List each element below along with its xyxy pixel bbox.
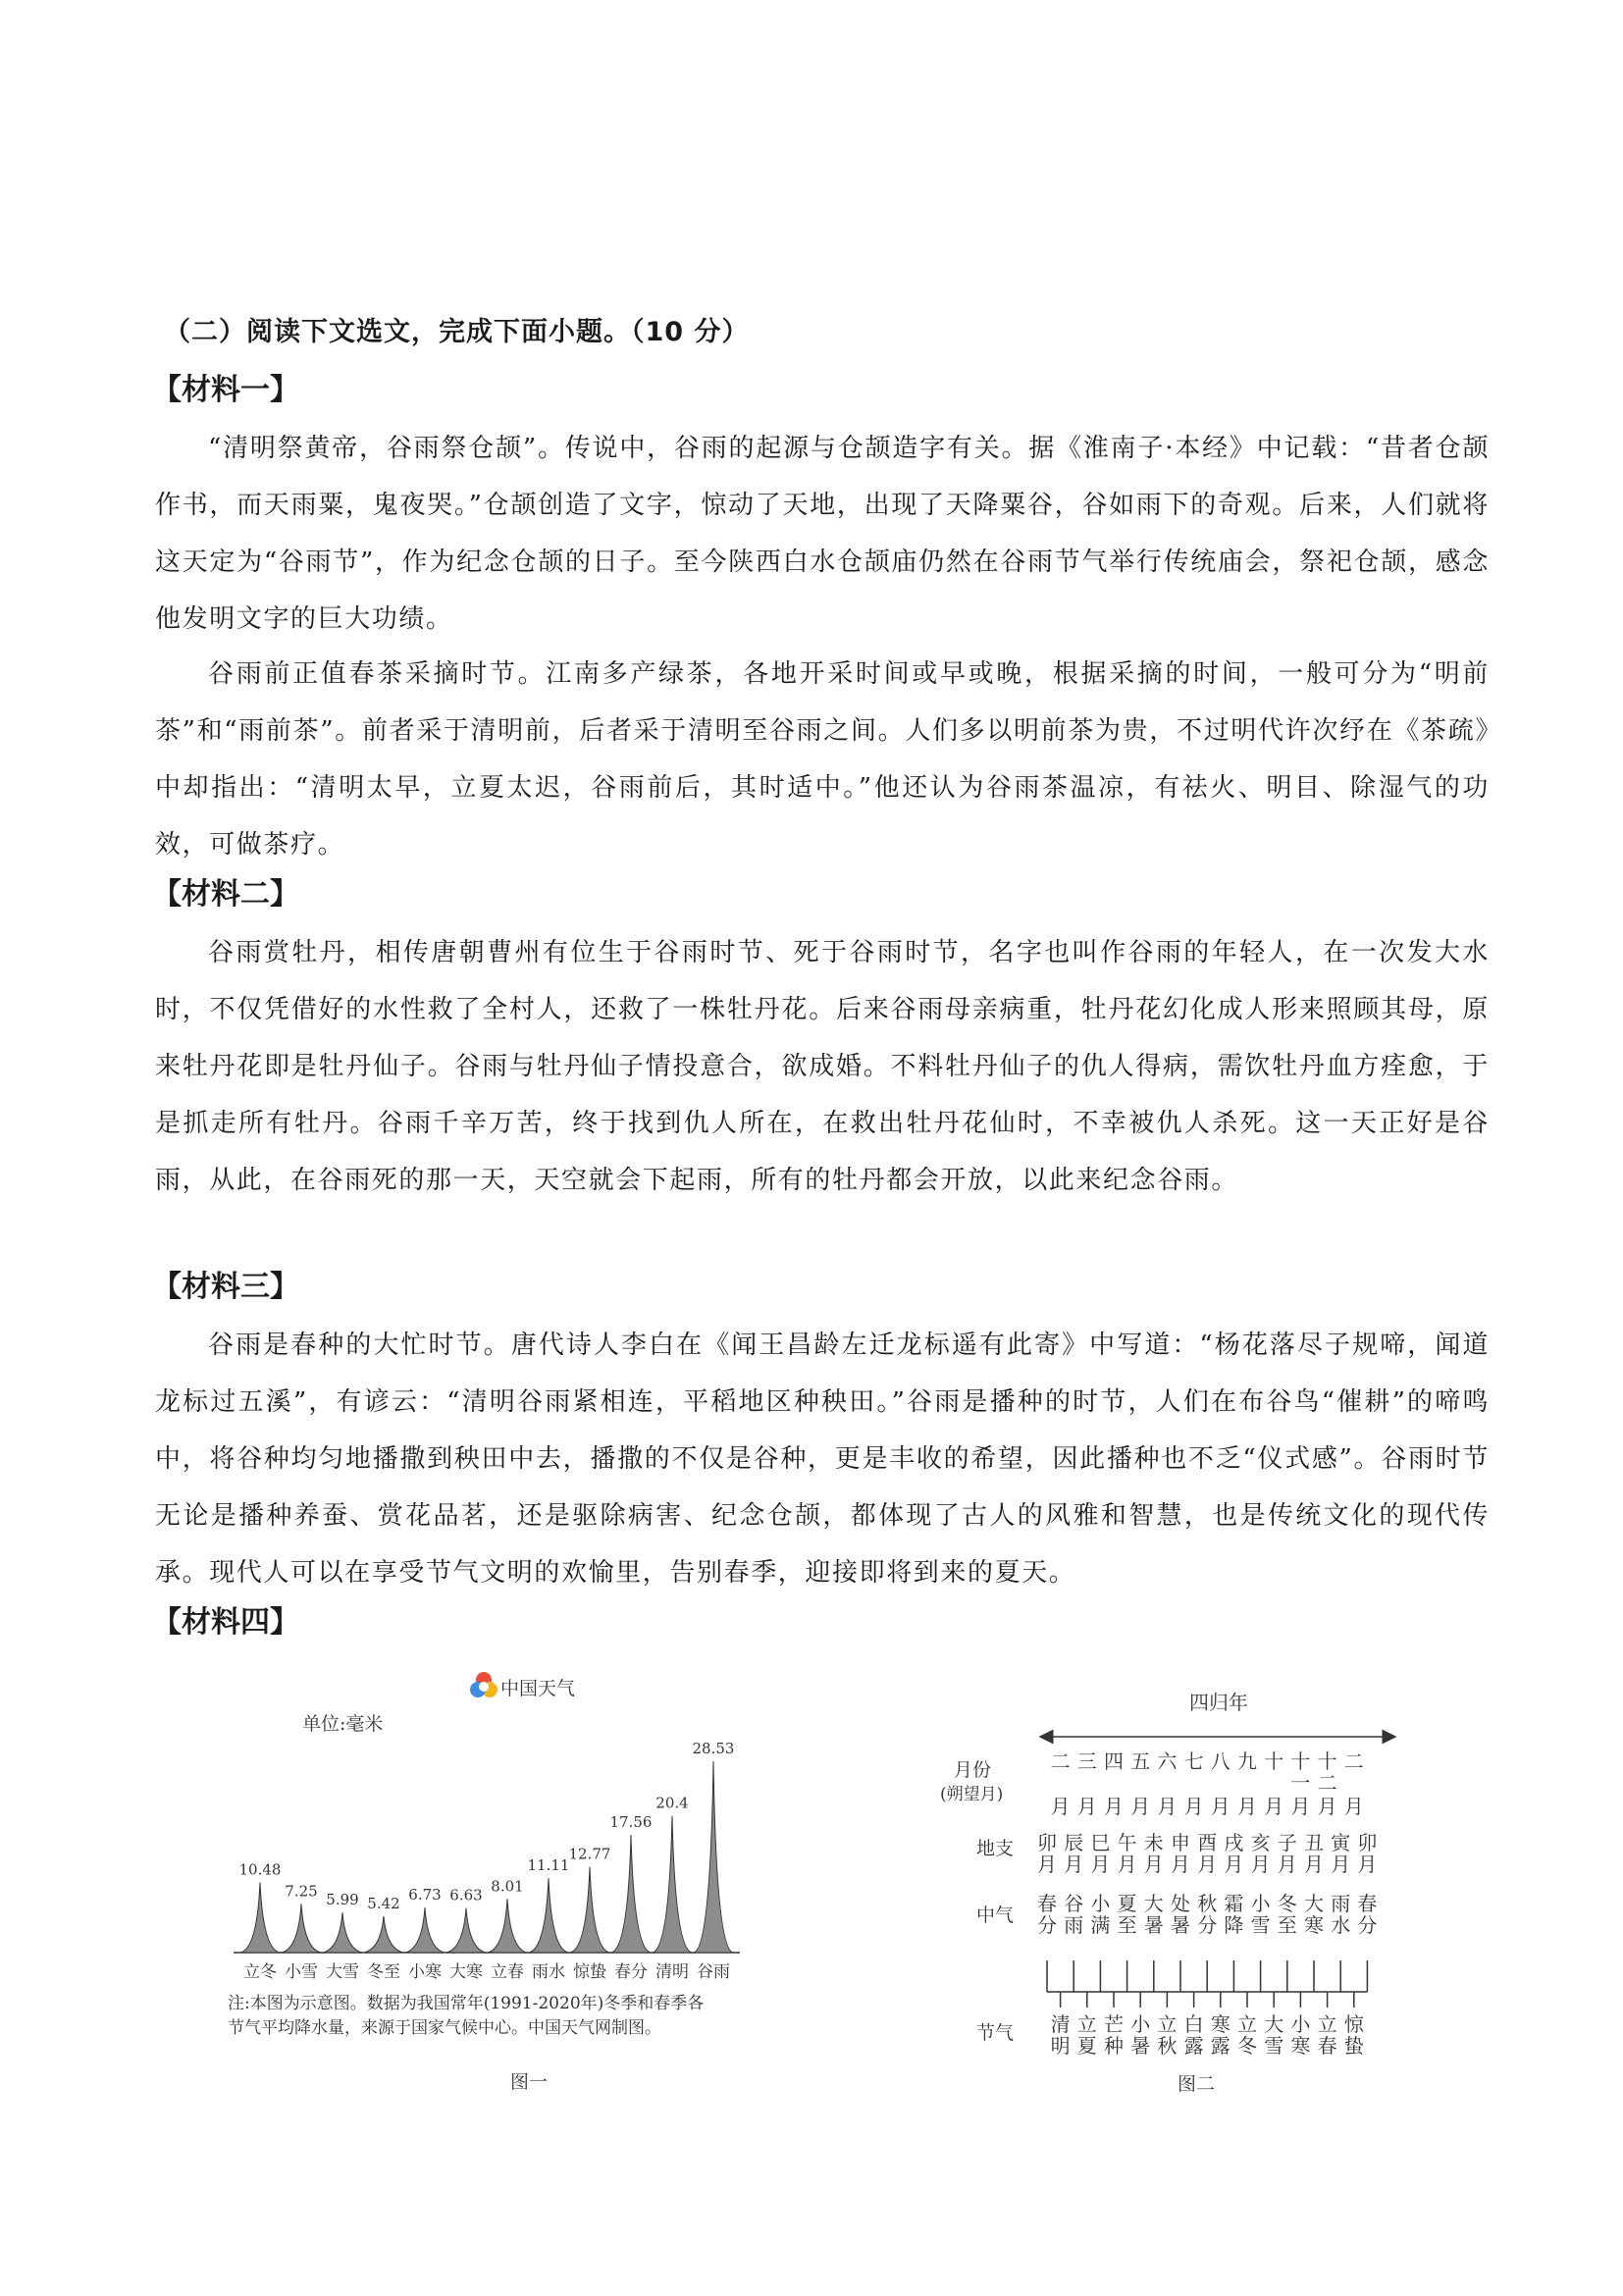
dizhi-suffix: 月 (1171, 1852, 1190, 1876)
zhongqi-char-bottom: 寒 (1304, 1913, 1324, 1937)
dizhi-char: 未 (1143, 1831, 1164, 1854)
dizhi-suffix: 月 (1357, 1852, 1378, 1876)
month-suffix: 月 (1210, 1795, 1230, 1818)
data-label: 6.63 (449, 1886, 483, 1905)
month-suffix: 月 (1076, 1795, 1097, 1818)
zhongqi-char-top: 春 (1357, 1892, 1378, 1915)
month-number: 四 (1104, 1749, 1124, 1773)
month-suffix: 月 (1264, 1795, 1284, 1818)
category-label: 小寒 (408, 1962, 442, 1982)
category-label: 立冬 (243, 1962, 277, 1982)
month-number: 七 (1183, 1749, 1204, 1773)
zhongqi-char-bottom: 至 (1277, 1913, 1297, 1937)
dizhi-char: 卯 (1037, 1831, 1057, 1854)
material-1-paragraph-2: 谷雨前正值春茶采摘时节。江南多产绿茶，各地开采时间或早或晚，根据采摘的时间，一般可分为“明前茶”和“雨前茶”。前者采于清明前，后者采于清明至谷雨之间。人们多以明前茶为贵，不过明代许次纾在《茶疏》中却指出：“清明太早，立夏太迟，谷雨前后，其时适中。”他还认为谷雨茶温凉，有祛火、明目、除湿气的功效，可做茶疗。 (155, 659, 1490, 860)
figure-1-precipitation-chart (226, 1658, 854, 2110)
zhongqi-char-top: 小 (1250, 1892, 1271, 1915)
month-suffix: 月 (1290, 1795, 1311, 1818)
zhongqi-char-top: 小 (1090, 1892, 1111, 1915)
jieqi-char-top: 大 (1264, 2012, 1284, 2036)
data-label: 20.4 (655, 1794, 689, 1812)
jieqi-char-bottom: 寒 (1290, 2034, 1311, 2058)
jieqi-char-bottom: 春 (1317, 2034, 1337, 2058)
dizhi-char: 丑 (1304, 1831, 1324, 1854)
category-label: 小雪 (285, 1962, 318, 1982)
zhongqi-char-top: 大 (1143, 1892, 1164, 1915)
zhongqi-char-top: 雨 (1331, 1892, 1351, 1915)
material-2-heading: 【材料二】 (152, 877, 299, 912)
category-label: 大寒 (449, 1962, 483, 1982)
zhongqi-char-bottom: 水 (1331, 1913, 1351, 1937)
zhongqi-char-top: 大 (1304, 1892, 1324, 1915)
section-title: （二）阅读下文选文，完成下面小题。（10 分） (164, 317, 750, 347)
month-suffix: 月 (1343, 1795, 1364, 1818)
logo-text: 中国天气 (500, 1678, 576, 1699)
month-number: 三 (1076, 1749, 1097, 1773)
jieqi-char-top: 立 (1237, 2012, 1257, 2036)
dizhi-char: 辰 (1064, 1831, 1084, 1854)
precipitation-peak (529, 1878, 568, 1953)
month-number-extra: 二 (1317, 1771, 1337, 1795)
data-label: 11.11 (527, 1856, 570, 1875)
data-label: 6.73 (408, 1886, 442, 1905)
zhongqi-char-bottom: 暑 (1143, 1913, 1164, 1937)
jieqi-char-bottom: 秋 (1157, 2034, 1178, 2058)
month-suffix: 月 (1183, 1795, 1204, 1818)
jieqi-char-top: 立 (1076, 2012, 1097, 2036)
dizhi-suffix: 月 (1064, 1852, 1084, 1876)
month-suffix: 月 (1104, 1795, 1124, 1818)
data-label: 8.01 (491, 1877, 524, 1896)
figure-1-note-line-1: 注:本图为示意图。数据为我国常年(1991-2020年)冬季和春季各 (228, 1994, 705, 2013)
precipitation-peak (282, 1904, 321, 1953)
precipitation-peak (611, 1835, 651, 1953)
jieqi-char-bottom: 暑 (1130, 2034, 1151, 2058)
figure-2-header: 四归年 (1189, 1691, 1248, 1714)
zhongqi-char-bottom: 满 (1090, 1913, 1111, 1937)
zhongqi-char-bottom: 降 (1224, 1913, 1244, 1937)
zhongqi-char-top: 秋 (1197, 1892, 1218, 1915)
jieqi-char-top: 芒 (1104, 2012, 1124, 2036)
row-label-dizhi: 地支 (976, 1838, 1015, 1859)
unit-label: 单位:毫米 (302, 1713, 384, 1735)
category-label: 谷雨 (697, 1962, 730, 1982)
figure-2-calendar-diagram (932, 1668, 1423, 2110)
jieqi-char-bottom: 雪 (1264, 2034, 1284, 2058)
row-label-month-sub: (朔望月) (940, 1785, 1004, 1804)
jieqi-char-bottom: 种 (1104, 2034, 1124, 2058)
precipitation-peak (570, 1867, 609, 1953)
precipitation-peak (323, 1912, 362, 1953)
dizhi-char: 子 (1277, 1831, 1297, 1854)
zhongqi-char-bottom: 分 (1357, 1913, 1378, 1937)
category-label: 惊蛰 (573, 1962, 606, 1982)
month-suffix: 月 (1317, 1795, 1337, 1818)
dizhi-suffix: 月 (1250, 1852, 1271, 1876)
dizhi-suffix: 月 (1331, 1852, 1351, 1876)
dizhi-char: 亥 (1250, 1831, 1271, 1854)
china-weather-logo-icon (470, 1672, 497, 1697)
category-label: 立春 (491, 1962, 524, 1982)
zhongqi-char-bottom: 雪 (1250, 1913, 1271, 1937)
category-label: 大雪 (326, 1962, 359, 1982)
jieqi-char-top: 立 (1157, 2012, 1178, 2036)
month-number: 二 (1050, 1749, 1071, 1773)
zhongqi-char-bottom: 分 (1197, 1913, 1218, 1937)
month-number: 六 (1157, 1749, 1178, 1773)
data-label: 5.99 (326, 1891, 359, 1909)
precipitation-peak (694, 1761, 733, 1953)
material-3-paragraph-1: 谷雨是春种的大忙时节。唐代诗人李白在《闻王昌龄左迁龙标遥有此寄》中写道：“杨花落尽子规啼，闻道龙标过五溪”，有谚云：“清明谷雨紧相连，平稻地区种秧田。”谷雨是播种的时节，人们在布谷鸟“催耕”的啼鸣中，将谷种均匀地播撒到秧田中去，播撒的不仅是谷种，更是丰收的希望，因此播种也不乏“仪式感”。谷雨时节无论是播种养蚕、赏花品茗，还是驱除病害、纪念仓颉，都体现了古人的风雅和智慧，也是传统文化的现代传承。现代人可以在享受节气文明的欢愉里，告别春季，迎接即将到来的夏天。 (155, 1331, 1490, 1588)
jieqi-char-bottom: 露 (1183, 2034, 1204, 2058)
row-label-jieqi: 节气 (976, 2022, 1015, 2044)
dizhi-suffix: 月 (1090, 1852, 1111, 1876)
material-1-paragraph-1: “清明祭黄帝，谷雨祭仓颉”。传说中，谷雨的起源与仓颉造字有关。据《淮南子·本经》中记载：“昔者仓颉作书，而天雨粟，鬼夜哭。”仓颉创造了文字，惊动了天地，出现了天降粟谷，谷如雨下的奇观。后来，人们就将这天定为“谷雨节”，作为纪念仓颉的日子。至今陕西白水仓颉庙仍然在谷雨节气举行传统庙会，祭祀仓颉，感念他发明文字的巨大功绩。 (155, 434, 1490, 634)
jieqi-char-top: 清 (1050, 2012, 1071, 2036)
jieqi-char-top: 惊 (1343, 2012, 1364, 2036)
category-label: 冬至 (367, 1962, 400, 1982)
dizhi-char: 午 (1117, 1831, 1137, 1854)
month-number: 五 (1130, 1749, 1151, 1773)
jieqi-char-bottom: 冬 (1237, 2034, 1257, 2058)
data-label: 28.53 (692, 1740, 735, 1758)
dizhi-suffix: 月 (1304, 1852, 1324, 1876)
material-2-paragraph-1: 谷雨赏牡丹，相传唐朝曹州有位生于谷雨时节、死于谷雨时节，名字也叫作谷雨的年轻人，在一次发大水时，不仅凭借好的水性救了全村人，还救了一株牡丹花。后来谷雨母亲病重，牡丹花幻化成人形来照顾其母，原来牡丹花即是牡丹仙子。谷雨与牡丹仙子情投意合，欲成婚。不料牡丹仙子的仇人得病，需饮牡丹血方痊愈，于是抓走所有牡丹。谷雨千辛万苦，终于找到仇人所在，在救出牡丹花仙时，不幸被仇人杀死。这一天正好是谷雨，从此，在谷雨死的那一天，天空就会下起雨，所有的牡丹都会开放，以此来纪念谷雨。 (155, 938, 1490, 1195)
month-suffix: 月 (1130, 1795, 1151, 1818)
figure-1-note-line-2: 节气平均降水量，来源于国家气候中心。中国天气网制图。 (228, 2018, 661, 2038)
data-label: 10.48 (238, 1860, 282, 1879)
jieqi-char-bottom: 夏 (1076, 2034, 1097, 2058)
precipitation-peak (405, 1907, 445, 1953)
material-4-heading: 【材料四】 (152, 1605, 299, 1640)
data-label: 17.56 (609, 1813, 653, 1832)
zhongqi-char-bottom: 雨 (1064, 1913, 1084, 1937)
month-suffix: 月 (1237, 1795, 1257, 1818)
zhongqi-char-top: 处 (1171, 1892, 1190, 1915)
figure-2-caption: 图二 (1178, 2073, 1216, 2095)
jieqi-char-top: 小 (1130, 2012, 1151, 2036)
jieqi-char-bottom: 露 (1210, 2034, 1230, 2058)
dizhi-char: 戌 (1224, 1831, 1244, 1854)
dizhi-char: 卯 (1357, 1831, 1378, 1854)
jieqi-char-top: 白 (1183, 2012, 1204, 2036)
precipitation-peak (240, 1882, 280, 1953)
month-number: 二 (1343, 1749, 1364, 1773)
zhongqi-char-top: 春 (1037, 1892, 1057, 1915)
month-suffix: 月 (1050, 1795, 1071, 1818)
figure-1-caption: 图一 (510, 2071, 549, 2093)
dizhi-suffix: 月 (1143, 1852, 1164, 1876)
jieqi-char-bottom: 蛰 (1343, 2034, 1364, 2058)
month-number: 八 (1210, 1749, 1230, 1773)
precipitation-peak (364, 1916, 403, 1953)
dizhi-char: 寅 (1331, 1831, 1351, 1854)
dizhi-suffix: 月 (1224, 1852, 1244, 1876)
precipitation-peak (488, 1899, 527, 1953)
material-3-heading: 【材料三】 (152, 1270, 299, 1304)
zhongqi-char-bottom: 分 (1037, 1913, 1057, 1937)
jieqi-char-top: 小 (1290, 2012, 1311, 2036)
zhongqi-char-top: 夏 (1117, 1892, 1137, 1915)
month-suffix: 月 (1157, 1795, 1178, 1818)
jieqi-char-top: 寒 (1210, 2012, 1230, 2036)
dizhi-char: 酉 (1197, 1831, 1218, 1854)
data-label: 12.77 (568, 1845, 611, 1863)
precipitation-peak (653, 1816, 692, 1953)
zhongqi-char-top: 霜 (1224, 1892, 1244, 1915)
material-1-heading: 【材料一】 (152, 373, 299, 407)
zhongqi-char-bottom: 至 (1117, 1913, 1137, 1937)
precipitation-peak (446, 1908, 486, 1953)
row-label-month: 月份 (954, 1759, 992, 1781)
jieqi-char-top: 立 (1317, 2012, 1337, 2036)
dizhi-suffix: 月 (1117, 1852, 1137, 1876)
data-label: 7.25 (285, 1882, 318, 1901)
month-number-extra: 一 (1290, 1771, 1311, 1795)
category-label: 清明 (655, 1962, 689, 1982)
dizhi-suffix: 月 (1037, 1852, 1057, 1876)
dizhi-char: 申 (1171, 1831, 1190, 1854)
category-label: 春分 (614, 1962, 648, 1982)
dizhi-suffix: 月 (1197, 1852, 1218, 1876)
data-label: 5.42 (367, 1894, 400, 1912)
row-label-zhongqi: 中气 (976, 1905, 1015, 1926)
month-number: 十 (1290, 1749, 1311, 1773)
zhongqi-char-bottom: 暑 (1171, 1913, 1190, 1937)
month-number: 十 (1317, 1749, 1337, 1773)
zhongqi-char-top: 谷 (1064, 1892, 1084, 1915)
jieqi-char-bottom: 明 (1050, 2034, 1071, 2058)
dizhi-suffix: 月 (1277, 1852, 1297, 1876)
month-number: 九 (1237, 1749, 1257, 1773)
dizhi-char: 巳 (1090, 1831, 1111, 1854)
zhongqi-char-top: 冬 (1277, 1892, 1297, 1915)
category-label: 雨水 (532, 1962, 565, 1982)
month-number: 十 (1264, 1749, 1284, 1773)
